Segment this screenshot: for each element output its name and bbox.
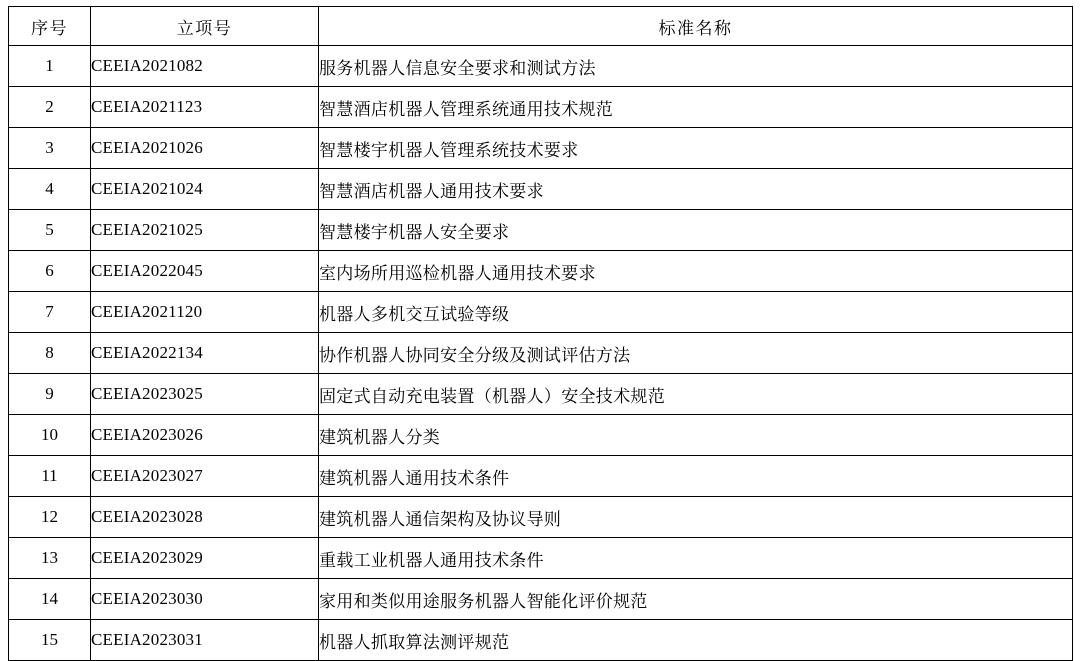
- table-row: [9, 374, 1073, 415]
- cell-index: 9: [9, 374, 91, 415]
- cell-project-code: CEEIA2023031: [91, 620, 319, 661]
- table-row: [9, 251, 1073, 292]
- table-row: [9, 46, 1073, 87]
- table-row: [9, 169, 1073, 210]
- cell-project-code: CEEIA2023029: [91, 538, 319, 579]
- cell-standard-name: 建筑机器人通信架构及协议导则: [319, 497, 1073, 538]
- cell-standard-name: 智慧楼宇机器人管理系统技术要求: [319, 128, 1073, 169]
- cell-project-code: CEEIA2021025: [91, 210, 319, 251]
- cell-standard-name: 室内场所用巡检机器人通用技术要求: [319, 251, 1073, 292]
- cell-index: 15: [9, 620, 91, 661]
- cell-project-code: CEEIA2023025: [91, 374, 319, 415]
- table-row: [9, 128, 1073, 169]
- cell-standard-name: 固定式自动充电装置（机器人）安全技术规范: [319, 374, 1073, 415]
- table-row: [9, 497, 1073, 538]
- table-row: [9, 579, 1073, 620]
- cell-standard-name: 机器人多机交互试验等级: [319, 292, 1073, 333]
- cell-project-code: CEEIA2023028: [91, 497, 319, 538]
- column-header-name: 标准名称: [319, 7, 1073, 46]
- cell-index: 8: [9, 333, 91, 374]
- cell-index: 10: [9, 415, 91, 456]
- column-header-index: 序号: [9, 7, 91, 46]
- cell-standard-name: 智慧酒店机器人管理系统通用技术规范: [319, 87, 1073, 128]
- cell-standard-name: 重载工业机器人通用技术条件: [319, 538, 1073, 579]
- cell-index: 11: [9, 456, 91, 497]
- table-row: [9, 415, 1073, 456]
- table-row: [9, 333, 1073, 374]
- cell-project-code: CEEIA2021123: [91, 87, 319, 128]
- cell-index: 3: [9, 128, 91, 169]
- table-row: [9, 620, 1073, 661]
- cell-standard-name: 建筑机器人通用技术条件: [319, 456, 1073, 497]
- cell-project-code: CEEIA2021120: [91, 292, 319, 333]
- cell-standard-name: 协作机器人协同安全分级及测试评估方法: [319, 333, 1073, 374]
- cell-index: 1: [9, 46, 91, 87]
- cell-project-code: CEEIA2021024: [91, 169, 319, 210]
- cell-index: 6: [9, 251, 91, 292]
- cell-index: 13: [9, 538, 91, 579]
- table-row: [9, 87, 1073, 128]
- cell-index: 4: [9, 169, 91, 210]
- table-row: [9, 292, 1073, 333]
- cell-standard-name: 服务机器人信息安全要求和测试方法: [319, 46, 1073, 87]
- cell-standard-name: 智慧楼宇机器人安全要求: [319, 210, 1073, 251]
- cell-standard-name: 家用和类似用途服务机器人智能化评价规范: [319, 579, 1073, 620]
- cell-project-code: CEEIA2021026: [91, 128, 319, 169]
- cell-project-code: CEEIA2023030: [91, 579, 319, 620]
- cell-project-code: CEEIA2023026: [91, 415, 319, 456]
- table-header-row: [9, 7, 1073, 46]
- cell-standard-name: 机器人抓取算法测评规范: [319, 620, 1073, 661]
- cell-index: 14: [9, 579, 91, 620]
- column-header-code: 立项号: [91, 7, 319, 46]
- table-row: [9, 210, 1073, 251]
- cell-project-code: CEEIA2022045: [91, 251, 319, 292]
- cell-index: 2: [9, 87, 91, 128]
- cell-standard-name: 建筑机器人分类: [319, 415, 1073, 456]
- cell-standard-name: 智慧酒店机器人通用技术要求: [319, 169, 1073, 210]
- cell-project-code: CEEIA2022134: [91, 333, 319, 374]
- cell-project-code: CEEIA2021082: [91, 46, 319, 87]
- table-body: [9, 7, 1073, 661]
- table-row: [9, 456, 1073, 497]
- cell-index: 5: [9, 210, 91, 251]
- standards-table: [8, 6, 1073, 661]
- table-row: [9, 538, 1073, 579]
- cell-project-code: CEEIA2023027: [91, 456, 319, 497]
- cell-index: 12: [9, 497, 91, 538]
- cell-index: 7: [9, 292, 91, 333]
